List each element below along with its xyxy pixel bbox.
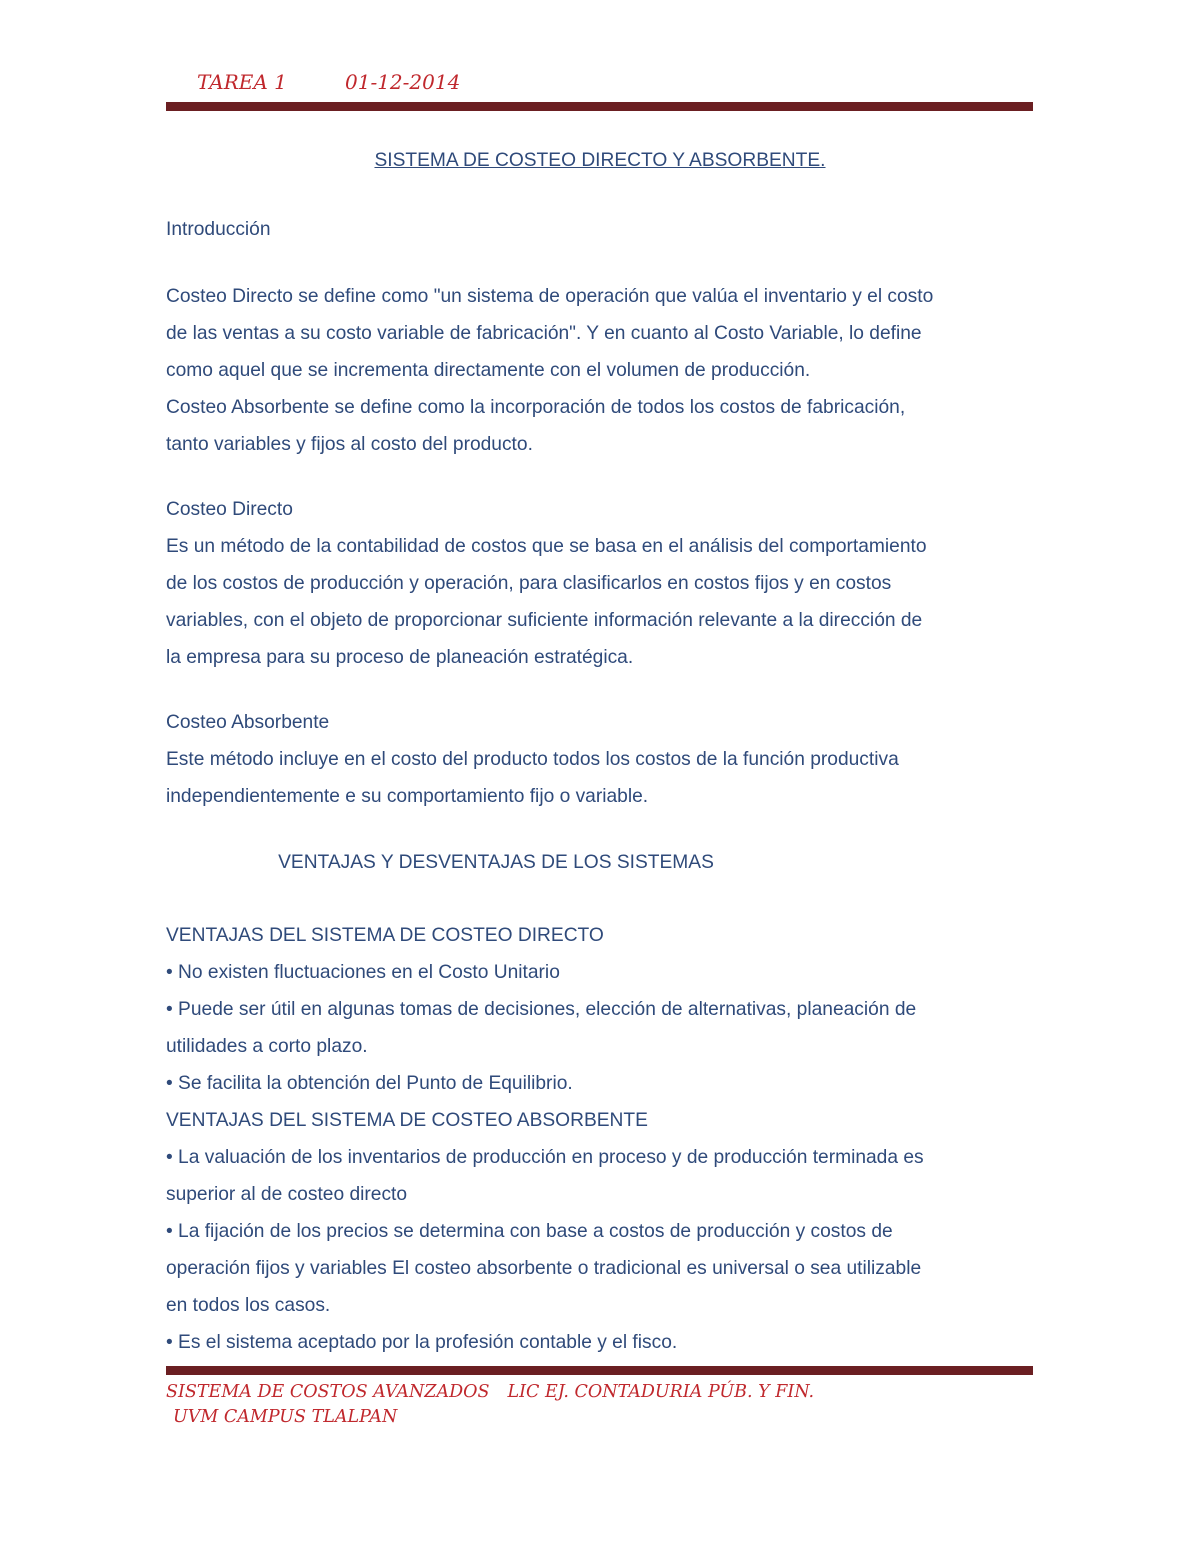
intro-heading: Introducción: [166, 219, 271, 240]
advantages-direct-section: [166, 917, 1036, 1361]
footer-campus: UVM CAMPUS TLALPAN: [173, 1407, 398, 1427]
advantages-direct-heading: VENTAJAS DEL SISTEMA DE COSTEO DIRECTO: [166, 925, 604, 946]
footer-course-line: [166, 1382, 814, 1402]
advantages-direct-line: • Puede ser útil en algunas tomas de decisiones, elección de alternativas, planeación de: [166, 999, 917, 1020]
header-date: 01-12-2014: [345, 70, 461, 94]
advantages-direct-line: utilidades a corto plazo.: [166, 1036, 368, 1057]
direct-section: [166, 491, 1036, 676]
direct-line: variables, con el objeto de proporcionar suficiente información relevante a la dirección de: [166, 610, 923, 631]
intro-section: [166, 211, 1036, 248]
intro-paragraph: [166, 278, 1036, 463]
absorbent-section: [166, 704, 1036, 815]
advantages-absorbent-heading: VENTAJAS DEL SISTEMA DE COSTEO ABSORBENTE: [166, 1110, 648, 1131]
footer-rule: [166, 1366, 1033, 1375]
advantages-absorbent-line: superior al de costeo directo: [166, 1184, 408, 1205]
advantages-absorbent-line: operación fijos y variables El costeo absorbente o tradicional es universal o sea utilizable: [166, 1258, 922, 1279]
intro-line: tanto variables y fijos al costo del producto.: [166, 434, 533, 455]
footer-course: SISTEMA DE COSTOS AVANZADOS: [166, 1382, 490, 1402]
advantages-direct-line: • Se facilita la obtención del Punto de Equilibrio.: [166, 1073, 573, 1094]
direct-line: Es un método de la contabilidad de costos que se basa en el análisis del comportamiento: [166, 536, 927, 557]
absorbent-line: Este método incluye en el costo del producto todos los costos de la función productiva: [166, 749, 899, 770]
intro-line: como aquel que se incrementa directamente con el volumen de producción.: [166, 360, 811, 381]
direct-heading: Costeo Directo: [166, 499, 293, 520]
document-title: SISTEMA DE COSTEO DIRECTO Y ABSORBENTE.: [374, 150, 826, 171]
intro-line: Costeo Absorbente se define como la incorporación de todos los costos de fabricación,: [166, 397, 906, 418]
footer-program: LIC EJ. CONTADURIA PÚB. Y FIN.: [507, 1382, 815, 1402]
direct-line: de los costos de producción y operación, para clasificarlos en costos fijos y en costos: [166, 573, 892, 594]
header-task: TAREA 1: [197, 70, 287, 94]
direct-line: la empresa para su proceso de planeación estratégica.: [166, 647, 634, 668]
header-rule: [166, 102, 1033, 111]
advantages-direct-line: • No existen fluctuaciones en el Costo Unitario: [166, 962, 560, 983]
advantages-absorbent-line: • La fijación de los precios se determina con base a costos de producción y costos de: [166, 1221, 893, 1242]
advantages-absorbent-line: en todos los casos.: [166, 1295, 331, 1316]
advantages-heading: VENTAJAS Y DESVENTAJAS DE LOS SISTEMAS: [278, 852, 714, 873]
advantages-absorbent-line: • La valuación de los inventarios de producción en proceso y de producción terminada es: [166, 1147, 924, 1168]
absorbent-line: independientemente e su comportamiento fijo o variable.: [166, 786, 649, 807]
intro-line: Costeo Directo se define como "un sistema de operación que valúa el inventario y el costo: [166, 286, 934, 307]
advantages-absorbent-line: • Es el sistema aceptado por la profesión contable y el fisco.: [166, 1332, 678, 1353]
absorbent-heading: Costeo Absorbente: [166, 712, 330, 733]
intro-line: de las ventas a su costo variable de fabricación". Y en cuanto al Costo Variable, lo define: [166, 323, 922, 344]
